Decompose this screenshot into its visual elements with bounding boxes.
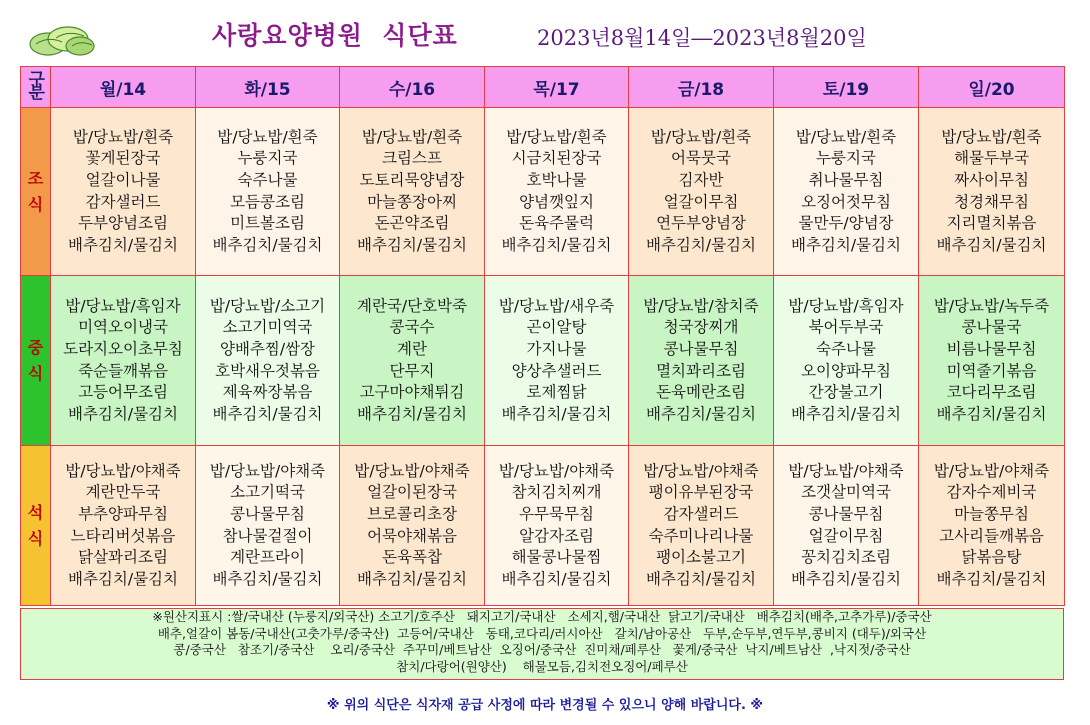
menu-item: 소고기떡국 bbox=[230, 483, 305, 502]
menu-item: 해물두부국 bbox=[954, 149, 1029, 168]
menu-item: 밥/당뇨밥/야채죽 bbox=[933, 461, 1050, 480]
menu-item: 단무지 bbox=[389, 361, 435, 380]
menu-cell bbox=[340, 276, 485, 446]
menu-item: 배추김치/물김치 bbox=[936, 404, 1047, 423]
menu-item: 밥/당뇨밥/흰죽 bbox=[795, 127, 897, 146]
day-header-wed: 수/16 bbox=[340, 67, 485, 108]
menu-item: 어묵야채볶음 bbox=[367, 526, 457, 545]
menu-item: 콩나물국 bbox=[961, 318, 1022, 337]
menu-item: 팽이소불고기 bbox=[656, 548, 746, 567]
menu-item: 북어두부국 bbox=[808, 318, 884, 337]
menu-cell bbox=[196, 276, 340, 446]
menu-item: 계란프라이 bbox=[230, 548, 305, 567]
menu-item: 배추김치/물김치 bbox=[645, 569, 757, 588]
breakfast-label bbox=[21, 108, 51, 276]
menu-item: 도라지오이초무침 bbox=[63, 339, 183, 358]
menu-item: 오이양파무침 bbox=[801, 361, 891, 380]
menu-item: 밥/당뇨밥/소고기 bbox=[209, 296, 326, 315]
menu-item: 호박나물 bbox=[526, 170, 587, 189]
change-notice: ※ 위의 식단은 식자재 공급 사정에 따라 변경될 수 있으니 양해 바랍니다. ※ bbox=[326, 698, 764, 713]
origin-line: ※원산지표시 :쌀/국내산 (누룽지/외국산) 소고기/호주산 돼지고기/국내산 소세지,햄/국내산 닭고기/국내산 배추김치(배추,고추가루)/중국산 bbox=[152, 609, 932, 624]
menu-item: 얼갈이무침 bbox=[663, 192, 739, 211]
menu-item: 콩나물무침 bbox=[808, 504, 884, 523]
menu-item: 물만두/양념장 bbox=[798, 214, 894, 233]
menu-item: 누룽지국 bbox=[237, 149, 298, 168]
menu-item: 소고기미역국 bbox=[222, 318, 313, 337]
menu-item: 호박새우젓볶음 bbox=[215, 361, 320, 380]
menu-item: 청경채무침 bbox=[954, 192, 1029, 211]
menu-item: 배추김치/물김치 bbox=[645, 404, 757, 423]
menu-item: 고구마야채튀김 bbox=[359, 383, 465, 402]
menu-item: 감자수제비국 bbox=[946, 483, 1037, 502]
menu-item: 참치김치찌개 bbox=[511, 483, 602, 502]
day-header-thu: 목/17 bbox=[485, 67, 629, 108]
menu-item: 콩나물무침 bbox=[663, 339, 739, 358]
menu-item: 밥/당뇨밥/흑임자 bbox=[65, 296, 181, 315]
menu-item: 비름나물무침 bbox=[946, 339, 1037, 358]
menu-item: 배추김치/물김치 bbox=[212, 235, 323, 254]
menu-item: 팽이유부된장국 bbox=[648, 483, 754, 502]
menu-item: 김자반 bbox=[678, 170, 724, 189]
day-header-mon: 월/14 bbox=[51, 67, 196, 108]
menu-cell bbox=[629, 446, 774, 606]
corner-label bbox=[21, 67, 51, 108]
menu-item: 밥/당뇨밥/흰죽 bbox=[506, 127, 607, 146]
menu-cell bbox=[919, 276, 1065, 446]
menu-item: 고사리들깨볶음 bbox=[939, 526, 1044, 545]
menu-cell bbox=[340, 108, 485, 276]
menu-item: 배추김치/물김치 bbox=[501, 404, 612, 423]
menu-cell bbox=[774, 446, 919, 606]
menu-item: 해물콩나물찜 bbox=[511, 548, 602, 567]
menu-cell bbox=[51, 276, 196, 446]
menu-item: 양념깻잎지 bbox=[519, 192, 594, 211]
menu-item: 양상추샐러드 bbox=[511, 361, 602, 380]
menu-item: 밥/당뇨밥/야채죽 bbox=[788, 461, 904, 480]
menu-item: 도토리묵양념장 bbox=[359, 170, 465, 189]
menu-item: 밥/당뇨밥/야채죽 bbox=[65, 461, 181, 480]
menu-item: 고등어무조림 bbox=[78, 383, 168, 402]
menu-cell bbox=[196, 446, 340, 606]
day-header-sun: 일/20 bbox=[919, 67, 1065, 108]
breakfast-row bbox=[21, 108, 1065, 276]
menu-item: 숙주나물 bbox=[816, 339, 876, 358]
menu-cell bbox=[485, 276, 629, 446]
corner-text: 구분 bbox=[28, 70, 45, 103]
day-header-row bbox=[21, 67, 1065, 108]
menu-item: 얼갈이된장국 bbox=[367, 483, 457, 502]
day-header-sat: 토/19 bbox=[774, 67, 919, 108]
page-header bbox=[0, 0, 1090, 62]
menu-item: 밥/당뇨밥/야채죽 bbox=[354, 461, 470, 480]
lunch-row bbox=[21, 276, 1065, 446]
menu-item: 밥/당뇨밥/흰죽 bbox=[650, 127, 752, 146]
day-header-tue: 화/15 bbox=[196, 67, 340, 108]
menu-item: 간장불고기 bbox=[808, 383, 884, 402]
menu-cell bbox=[919, 446, 1065, 606]
menu-item: 배추김치/물김치 bbox=[67, 235, 179, 254]
meal-label-char: 식 bbox=[27, 194, 44, 214]
menu-item: 숙주나물 bbox=[237, 170, 298, 189]
menu-item: 청국장찌개 bbox=[663, 318, 739, 337]
menu-item: 짜사이무침 bbox=[954, 170, 1029, 189]
menu-item: 배추김치/물김치 bbox=[501, 569, 612, 588]
menu-cell bbox=[340, 446, 485, 606]
meal-label-char: 식 bbox=[27, 363, 44, 383]
menu-item: 배추김치/물김치 bbox=[67, 569, 179, 588]
menu-item: 미트볼조림 bbox=[230, 214, 305, 233]
menu-item: 멸치꽈리조림 bbox=[656, 361, 746, 380]
menu-item: 밥/당뇨밥/흰죽 bbox=[361, 127, 463, 146]
dinner-label bbox=[21, 446, 51, 606]
menu-cell bbox=[919, 108, 1065, 276]
menu-item: 미역줄기볶음 bbox=[946, 361, 1037, 380]
menu-item: 배추김치/물김치 bbox=[67, 404, 179, 423]
menu-table bbox=[20, 66, 1065, 606]
menu-item: 계란국/단호박죽 bbox=[356, 296, 468, 315]
menu-item: 배추김치/물김치 bbox=[790, 404, 902, 423]
menu-cell bbox=[774, 108, 919, 276]
menu-item: 느타리버섯볶음 bbox=[70, 526, 176, 545]
menu-cell bbox=[196, 108, 340, 276]
menu-item: 코다리무조림 bbox=[946, 383, 1037, 402]
menu-item: 연두부양념장 bbox=[656, 214, 746, 233]
menu-cell bbox=[774, 276, 919, 446]
menu-item: 밥/당뇨밥/야채죽 bbox=[209, 461, 326, 480]
cabbage-logo-icon bbox=[28, 22, 96, 58]
menu-item: 돈육폭찹 bbox=[382, 548, 442, 567]
menu-item: 가지나물 bbox=[526, 339, 587, 358]
menu-item: 우무묵무침 bbox=[519, 504, 594, 523]
menu-item: 콩국수 bbox=[389, 318, 435, 337]
menu-item: 밥/당뇨밥/새우죽 bbox=[498, 296, 615, 315]
meal-label-char: 조 bbox=[27, 168, 44, 188]
menu-item: 얼갈이무침 bbox=[808, 526, 884, 545]
menu-item: 밥/당뇨밥/녹두죽 bbox=[933, 296, 1050, 315]
menu-item: 시금치된장국 bbox=[511, 149, 602, 168]
origin-line: 참치/다랑어(원양산) 해물모듬,김치전오징어/페루산 bbox=[396, 658, 688, 674]
menu-item: 곤이알탕 bbox=[526, 318, 587, 337]
menu-item: 닭살꽈리조림 bbox=[78, 548, 168, 567]
menu-item: 배추김치/물김치 bbox=[790, 235, 902, 254]
menu-item: 계란만두국 bbox=[85, 483, 161, 502]
menu-item: 닭볶음탕 bbox=[961, 548, 1022, 567]
menu-item: 밥/당뇨밥/참치죽 bbox=[643, 296, 759, 315]
menu-item: 취나물무침 bbox=[808, 170, 884, 189]
menu-item: 제육짜장볶음 bbox=[222, 383, 313, 402]
menu-item: 오징어젓무침 bbox=[801, 192, 891, 211]
menu-item: 배추김치/물김치 bbox=[501, 235, 612, 254]
menu-item: 마늘쫑무침 bbox=[954, 504, 1029, 523]
menu-cell bbox=[629, 276, 774, 446]
menu-item: 배추김치/물김치 bbox=[212, 569, 323, 588]
dinner-row bbox=[21, 446, 1065, 606]
date-range: 2023년8월14일―2023년8월20일 bbox=[537, 26, 867, 50]
day-header-fri: 금/18 bbox=[629, 67, 774, 108]
menu-item: 감자샐러드 bbox=[85, 192, 161, 211]
menu-item: 양배추찜/쌈장 bbox=[219, 339, 316, 358]
menu-item: 밥/당뇨밥/야채죽 bbox=[498, 461, 615, 480]
menu-item: 크림스프 bbox=[382, 149, 442, 168]
menu-item: 로제찜닭 bbox=[526, 383, 587, 402]
origin-line: 콩/중국산 참조기/중국산 오리/중국산 주꾸미/베트남산 오징어/중국산 진미채/페루산 꽃게/중국산 낙지/베트남산 ,낙지젓/중국산 bbox=[173, 642, 911, 657]
menu-item: 어묵뭇국 bbox=[671, 149, 731, 168]
origin-line: 배추,얼갈이 봄동/국내산(고춧가루/중국산) 고등어/국내산 동태,코다리/러시아산 갈치/남아공산 두부,순두부,연두부,콩비지 (대두)/외국산 bbox=[157, 625, 927, 641]
menu-cell bbox=[485, 446, 629, 606]
lunch-label bbox=[21, 276, 51, 446]
meal-label-char: 식 bbox=[27, 528, 44, 548]
menu-item: 마늘쫑장아찌 bbox=[367, 192, 457, 211]
menu-item: 돈곤약조림 bbox=[374, 214, 450, 233]
menu-item: 돈육메란조림 bbox=[656, 383, 746, 402]
menu-item: 배추김치/물김치 bbox=[645, 235, 757, 254]
menu-item: 배추김치/물김치 bbox=[356, 404, 468, 423]
menu-item: 밥/당뇨밥/흑임자 bbox=[788, 296, 904, 315]
menu-item: 참나물겉절이 bbox=[222, 526, 313, 545]
menu-item: 미역오이냉국 bbox=[78, 318, 168, 337]
menu-item: 브로콜리초장 bbox=[367, 504, 457, 523]
menu-item: 꽁치김치조림 bbox=[801, 548, 891, 567]
menu-item: 밥/당뇨밥/야채죽 bbox=[643, 461, 759, 480]
menu-item: 꽃게된장국 bbox=[85, 149, 161, 168]
menu-item: 숙주미나리나물 bbox=[648, 526, 754, 545]
menu-item: 배추김치/물김치 bbox=[212, 404, 323, 423]
menu-item: 콩나물무침 bbox=[230, 504, 305, 523]
menu-item: 죽순들깨볶음 bbox=[78, 361, 168, 380]
menu-cell bbox=[51, 446, 196, 606]
meal-label-char: 석 bbox=[27, 502, 44, 522]
meal-label-char: 중 bbox=[27, 337, 44, 357]
menu-cell bbox=[51, 108, 196, 276]
menu-item: 밥/당뇨밥/흰죽 bbox=[72, 127, 174, 146]
menu-cell bbox=[485, 108, 629, 276]
menu-item: 배추김치/물김치 bbox=[356, 235, 468, 254]
menu-item: 얼갈이나물 bbox=[85, 170, 161, 189]
origin-notice bbox=[20, 608, 1064, 680]
page-title: 사랑요양병원 식단표 bbox=[212, 21, 458, 50]
menu-item: 밥/당뇨밥/흰죽 bbox=[217, 127, 318, 146]
menu-item: 배추김치/물김치 bbox=[356, 569, 468, 588]
menu-item: 밥/당뇨밥/흰죽 bbox=[941, 127, 1042, 146]
menu-item: 알감자조림 bbox=[519, 526, 594, 545]
menu-item: 배추김치/물김치 bbox=[936, 235, 1047, 254]
menu-item: 배추김치/물김치 bbox=[936, 569, 1047, 588]
menu-item: 배추김치/물김치 bbox=[790, 569, 902, 588]
menu-item: 계란 bbox=[397, 339, 427, 358]
menu-item: 두부양념조림 bbox=[78, 214, 168, 233]
menu-item: 지리멸치볶음 bbox=[946, 214, 1037, 233]
menu-item: 모듬콩조림 bbox=[230, 192, 305, 211]
menu-item: 감자샐러드 bbox=[663, 504, 739, 523]
menu-item: 부추양파무침 bbox=[78, 504, 168, 523]
menu-item: 조갯살미역국 bbox=[801, 483, 891, 502]
menu-item: 돈육주물럭 bbox=[519, 214, 594, 233]
menu-cell bbox=[629, 108, 774, 276]
menu-item: 누룽지국 bbox=[816, 149, 876, 168]
